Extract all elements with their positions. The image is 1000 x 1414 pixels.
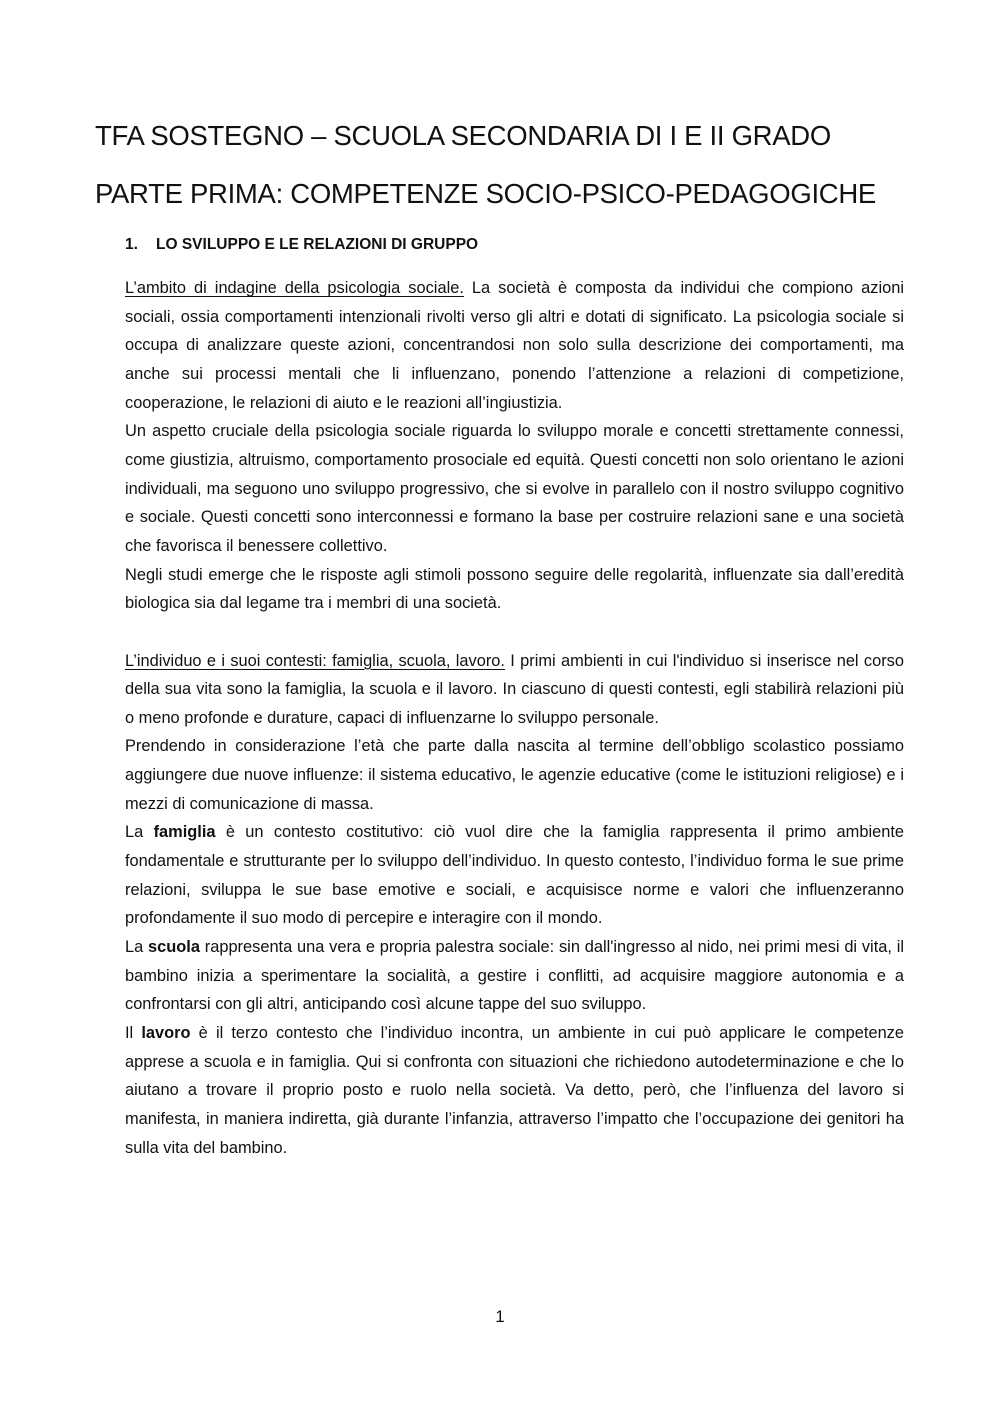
document-title: TFA SOSTEGNO – SCUOLA SECONDARIA DI I E II GRADO bbox=[95, 120, 831, 151]
underlined-lead: L’ambito di indagine della psicologia sociale. bbox=[125, 279, 464, 297]
paragraph-prefix: Il bbox=[125, 1024, 142, 1043]
underlined-lead: L’individuo e i suoi contesti: famiglia, scuola, lavoro. bbox=[125, 651, 505, 670]
paragraph-social-psychology bbox=[125, 274, 904, 417]
page-number: 1 bbox=[495, 1307, 505, 1326]
paragraph-family bbox=[125, 818, 904, 933]
bold-term-work: lavoro bbox=[141, 1024, 191, 1043]
paragraph-text: Prendendo in considerazione l’età che parte dalla nascita al termine dell’obbligo scolastico possiamo aggiungere due nuove influenze: il sistema educativo, le agenzie educative (come le istituzioni religiose) e i mezzi di comunicazione di massa. bbox=[125, 737, 904, 813]
paragraph-text: Un aspetto cruciale della psicologia sociale riguarda lo sviluppo morale e concetti strettamente connessi, come giustizia, altruismo, comportamento prosociale ed equità. Questi concetti non solo orientano le azioni individuali, ma seguono uno sviluppo progressivo, che si evolve in parallelo con il nostro sviluppo cognitivo e sociale. Questi concetti sono interconnessi e formano la base per costruire relazioni sane e una società che favorisca il benessere collettivo. bbox=[125, 422, 904, 555]
paragraph-text: I primi ambienti in cui l'individuo si inserisce nel corso della sua vita sono la famiglia, la scuola e il lavoro. In ciascuno di questi contesti, egli stabilirà relazioni più o meno profonde e durature, capaci di influenzarne lo sviluppo personale. bbox=[125, 651, 904, 727]
paragraph-text: Negli studi emerge che le risposte agli stimoli possono seguire delle regolarità, influenzate sia dall’eredità biologica sia dal legame tra i membri di una società. bbox=[125, 565, 904, 613]
paragraph-moral-development bbox=[125, 417, 904, 560]
paragraph-text: è il terzo contesto che l’individuo incontra, un ambiente in cui può applicare le competenze apprese a scuola e in famiglia. Qui si confronta con situazioni che richiedono autodeterminazione e che lo aiutano a trovare il proprio posto e ruolo nella società. Va detto, però, che l’influenza del lavoro si manifesta, in maniera indiretta, già durante l’infanzia, attraverso l’impatto che l’occupazione dei genitori ha sulla vita del bambino. bbox=[125, 1024, 904, 1157]
paragraph-text: rappresenta una vera e propria palestra sociale: sin dall'ingresso al nido, nei primi mesi di vita, il bambino inizia a sperimentare la socialità, a gestire i conflitti, ad acquisire maggiore autonomia e a confrontarsi con gli altri, anticipando così alcune tappe del suo sviluppo. bbox=[125, 938, 904, 1014]
paragraph-prefix: La bbox=[125, 823, 154, 842]
part-title: PARTE PRIMA: COMPETENZE SOCIO-PSICO-PEDAGOGICHE bbox=[95, 178, 876, 209]
bold-term-school: scuola bbox=[148, 938, 200, 957]
paragraph-spacer bbox=[125, 618, 904, 647]
paragraph-text: è un contesto costitutivo: ciò vuol dire che la famiglia rappresenta il primo ambiente fondamentale e strutturante per lo sviluppo dell’individuo. In questo contesto, l’individuo forma le sue prime relazioni, sviluppa le sue base emotive e sociali, e acquisisce norme e valori che influenzeranno profondamente il suo modo di percepire e interagire con il mondo. bbox=[125, 823, 904, 928]
paragraph-prefix: La bbox=[125, 938, 149, 957]
paragraph-school bbox=[125, 933, 904, 1019]
paragraph-studies bbox=[125, 561, 904, 618]
paragraph-work bbox=[125, 1019, 904, 1162]
section-title: LO SVILUPPO E LE RELAZIONI DI GRUPPO bbox=[156, 236, 479, 253]
body-text bbox=[125, 274, 904, 1162]
paragraph-age-influences bbox=[125, 732, 904, 818]
section-number: 1. bbox=[125, 236, 138, 253]
bold-term-family: famiglia bbox=[153, 823, 216, 842]
paragraph-text: La società è composta da individui che compiono azioni sociali, ossia comportamenti intenzionali rivolti verso gli altri e dotati di significato. La psicologia sociale si occupa di analizzare queste azioni, concentrandosi non solo sulla descrizione dei comportamenti, ma anche sui processi mentali che li influenzano, ponendo l’attenzione a relazioni di competizione, cooperazione, le relazioni di aiuto e le reazioni all’ingiustizia. bbox=[125, 279, 905, 412]
section-heading bbox=[125, 236, 478, 254]
paragraph-contexts bbox=[125, 647, 904, 733]
